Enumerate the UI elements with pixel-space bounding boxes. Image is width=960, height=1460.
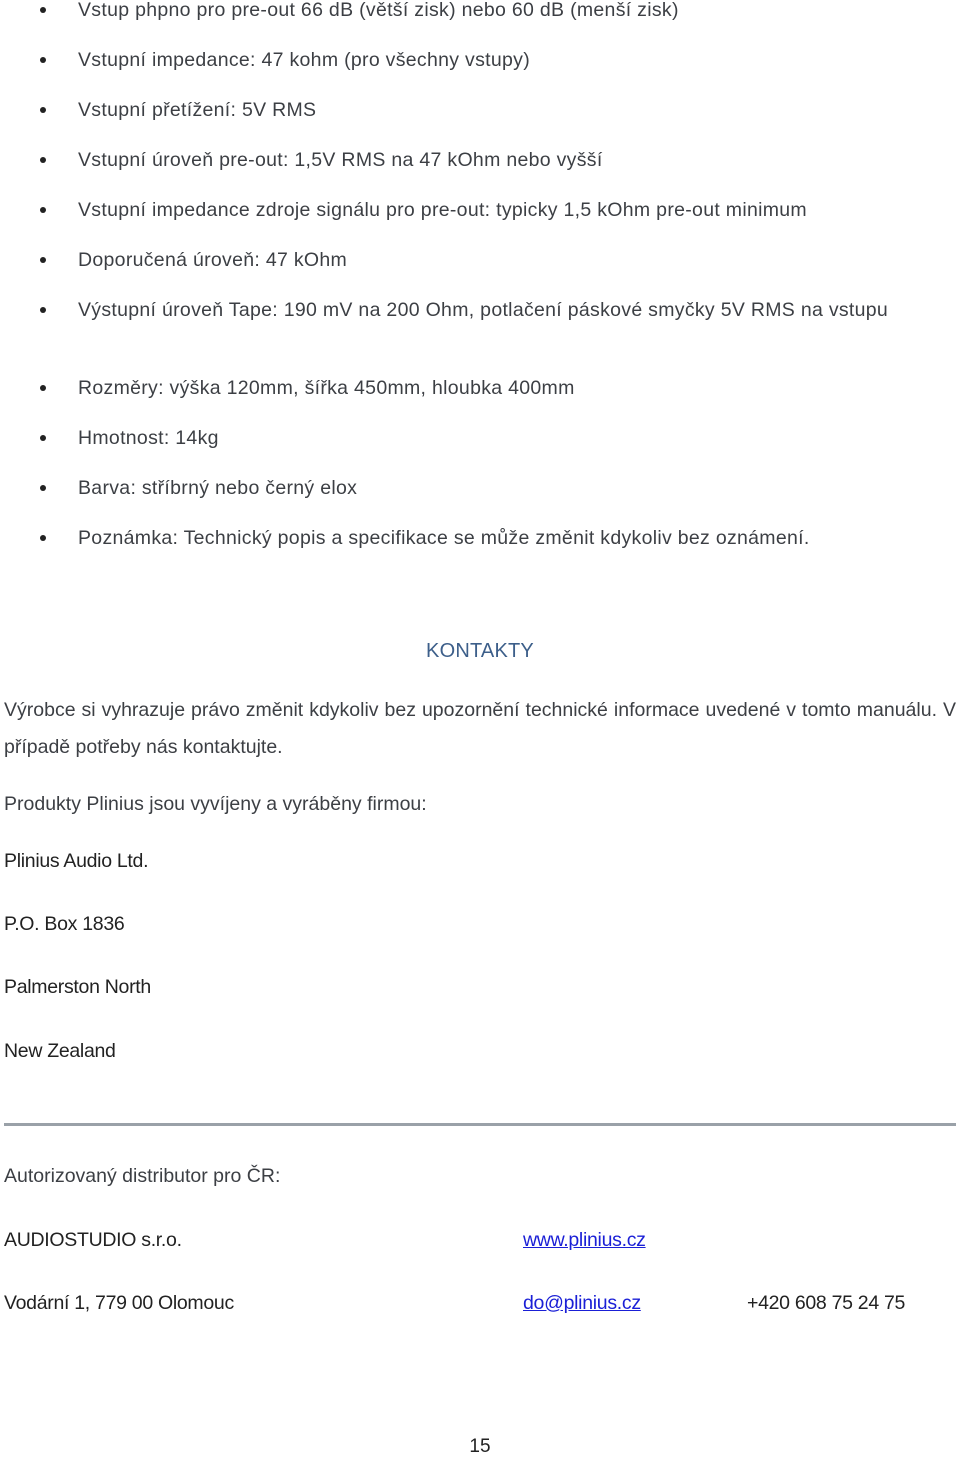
spec-item [78,146,928,174]
bullet-icon [40,107,46,113]
spec-text: Vstupní impedance zdroje signálu pro pre-out: typicky 1,5 kOhm pre-out minimum [78,199,807,221]
spec-item [78,0,928,24]
spec-text: Hmotnost: 14kg [78,427,219,449]
bullet-icon [40,385,46,391]
spec-item [78,474,928,502]
spec-text: Rozměry: výška 120mm, šířka 450mm, hloubka 400mm [78,377,575,399]
bullet-icon [40,485,46,491]
spec-item [78,246,928,274]
distributor-label: Autorizovaný distributor pro ČR: [4,1165,281,1187]
spec-text: Poznámka: Technický popis a specifikace se může změnit kdykoliv bez oznámení. [78,527,810,549]
manufacturer-name: Plinius Audio Ltd. [4,850,149,872]
bullet-icon [40,535,46,541]
spec-item [78,196,928,224]
bullet-icon [40,57,46,63]
bullet-icon [40,435,46,441]
spec-item [78,96,928,124]
spec-text: Vstupní impedance: 47 kohm (pro všechny vstupy) [78,49,530,71]
spec-item [78,424,928,452]
spec-item [78,296,928,324]
distributor-phone: +420 608 75 24 75 [747,1292,906,1314]
produced-by-text: Produkty Plinius jsou vyvíjeny a vyráběny firmou: [4,793,427,815]
distributor-address: Vodární 1, 779 00 Olomouc [4,1292,234,1314]
spec-text: Vstup phpno pro pre-out 66 dB (větší zisk) nebo 60 dB (menší zisk) [78,0,679,21]
bullet-icon [40,307,46,313]
spec-text: Barva: stříbrný nebo černý elox [78,477,358,499]
spec-text: Vstupní úroveň pre-out: 1,5V RMS na 47 kOhm nebo vyšší [78,149,603,171]
bullet-icon [40,157,46,163]
spec-item [78,524,928,552]
spec-text: Doporučená úroveň: 47 kOhm [78,249,348,271]
bullet-icon [40,7,46,13]
bullet-icon [40,207,46,213]
spec-item [78,46,928,74]
website-link[interactable]: www.plinius.cz [523,1229,646,1251]
section-divider [4,1123,956,1126]
manufacturer-city: Palmerston North [4,976,151,998]
contacts-heading: KONTAKTY [426,640,534,662]
spec-text: Výstupní úroveň Tape: 190 mV na 200 Ohm, potlačení páskové smyčky 5V RMS na vstupu [78,299,889,321]
contacts-notice: Výrobce si vyhrazuje právo změnit kdykoliv bez upozornění technické informace uvedené v tomto manuálu. V případě potřeby nás kontaktujte. [4,699,956,758]
page-number: 15 [469,1436,491,1457]
manufacturer-country: New Zealand [4,1040,116,1062]
manufacturer-po-box: P.O. Box 1836 [4,913,125,935]
spec-text: Vstupní přetížení: 5V RMS [78,99,317,121]
distributor-name: AUDIOSTUDIO s.r.o. [4,1229,182,1251]
email-link[interactable]: do@plinius.cz [523,1292,641,1314]
bullet-icon [40,257,46,263]
spec-item [78,374,928,402]
